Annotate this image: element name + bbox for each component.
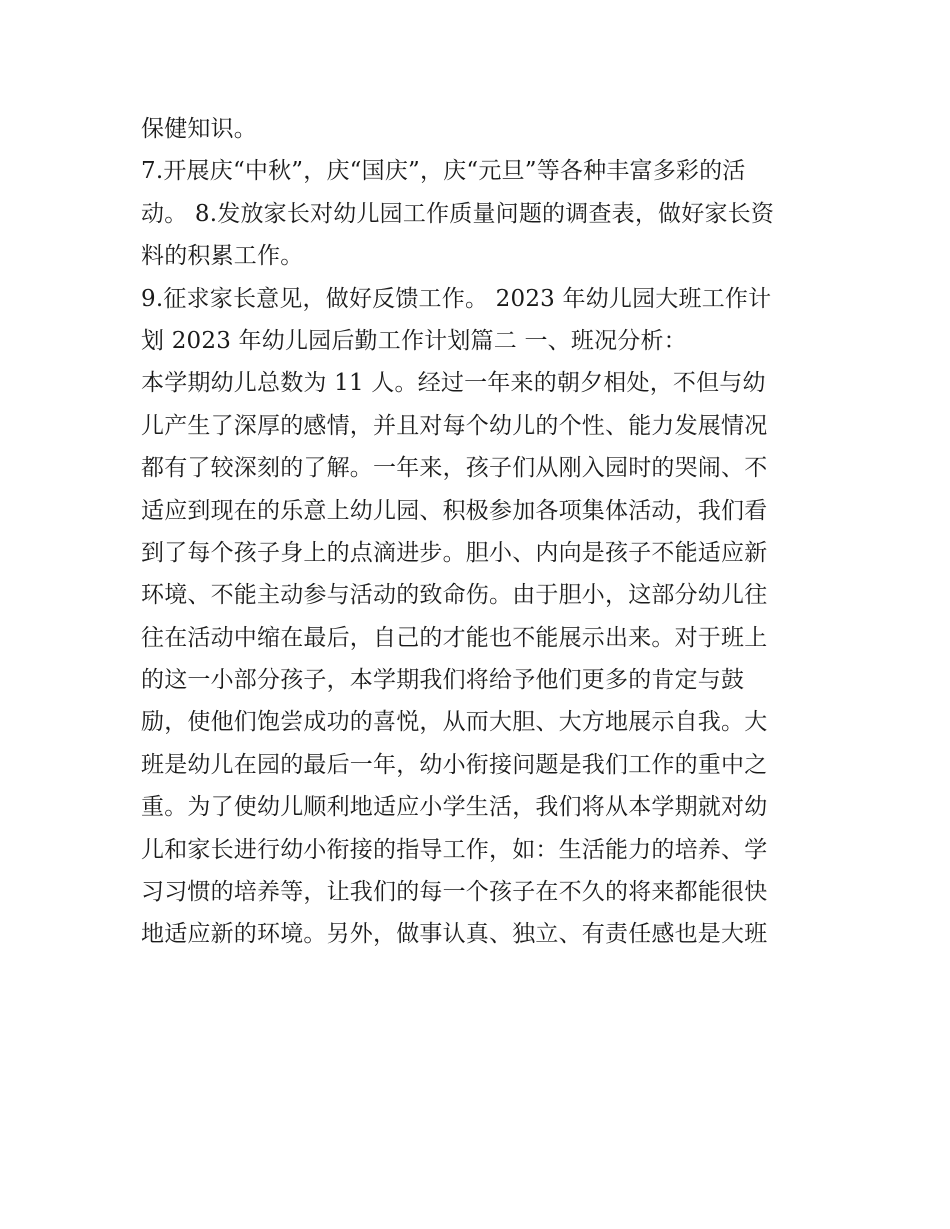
- text-line: 料的积累工作。: [141, 243, 304, 270]
- text-line: 往在活动中缩在最后，自己的才能也不能展示出来。对于班上: [141, 624, 768, 651]
- text-line: 儿和家长进行幼小衔接的指导工作，如：生活能力的培养、学: [141, 836, 768, 863]
- text-line: 习习惯的培养等，让我们的每一个孩子在不久的将来都能很快: [141, 879, 768, 906]
- text-line: 本学期幼儿总数为 11 人。经过一年来的朝夕相处，不但与幼: [141, 370, 766, 397]
- text-line: 动。 8.发放家长对幼儿园工作质量问题的调查表，做好家长资: [141, 200, 775, 227]
- text-line: 7.开展庆“中秋”，庆“国庆”，庆“元旦”等各种丰富多彩的活: [141, 158, 746, 185]
- text-line: 地适应新的环境。另外，做事认真、独立、有责任感也是大班: [141, 921, 768, 948]
- text-line: 班是幼儿在园的最后一年，幼小衔接问题是我们工作的重中之: [141, 751, 768, 778]
- text-line: 适应到现在的乐意上幼儿园、积极参加各项集体活动，我们看: [141, 497, 768, 524]
- text-line: 划 2023 年幼儿园后勤工作计划篇二 一、班况分析：: [141, 327, 687, 354]
- document-body: [141, 108, 821, 956]
- text-line: 重。为了使幼儿顺利地适应小学生活，我们将从本学期就对幼: [141, 794, 768, 821]
- text-line: 儿产生了深厚的感情，并且对每个幼儿的个性、能力发展情况: [141, 412, 768, 439]
- text-line: 励，使他们饱尝成功的喜悦，从而大胆、大方地展示自我。大: [141, 709, 768, 736]
- text-line: 环境、不能主动参与活动的致命伤。由于胆小，这部分幼儿往: [141, 582, 768, 609]
- text-line: 都有了较深刻的了解。一年来，孩子们从刚入园时的哭闹、不: [141, 455, 768, 482]
- text-line: 的这一小部分孩子，本学期我们将给予他们更多的肯定与鼓: [141, 667, 745, 694]
- text-line: 到了每个孩子身上的点滴进步。胆小、内向是孩子不能适应新: [141, 539, 768, 566]
- text-line: 保健知识。: [141, 116, 257, 142]
- text-line: 9.征求家长意见，做好反馈工作。 2023 年幼儿园大班工作计: [141, 285, 772, 312]
